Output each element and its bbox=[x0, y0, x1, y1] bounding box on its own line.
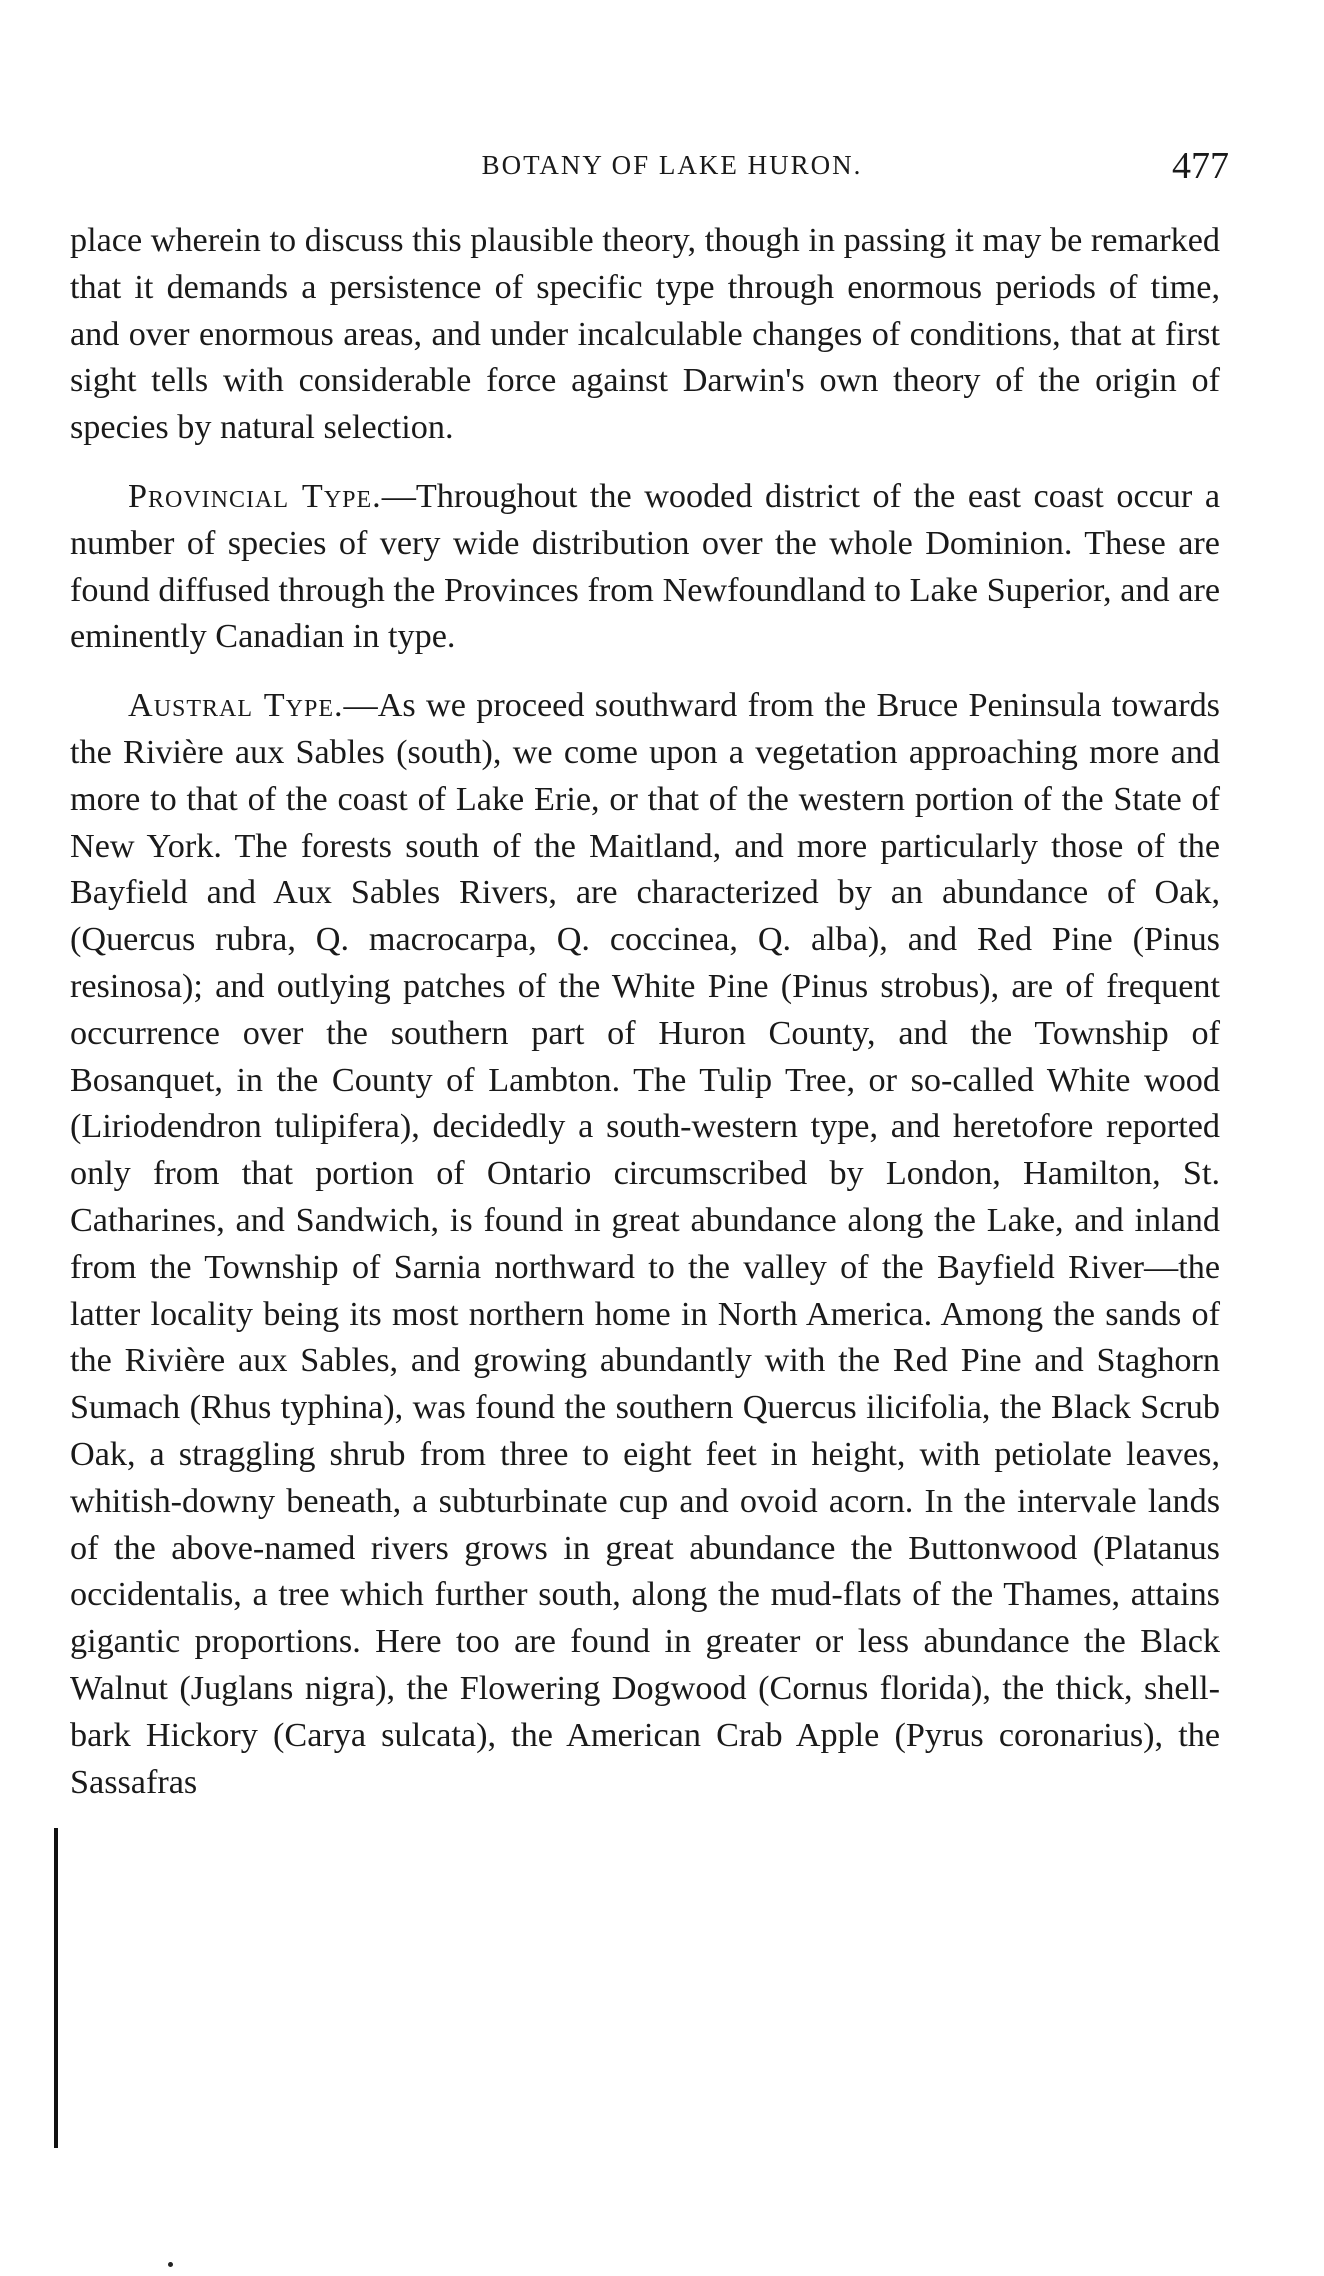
page-header bbox=[0, 145, 1324, 200]
text-body bbox=[70, 218, 1220, 1828]
margin-rule bbox=[54, 1828, 58, 2148]
paragraph-text: —Throughout the wooded district of the east coast occur a number of species of very wide distribution over the whole Dominion. These are found diffused through the Provinces from Newfoundland to Lake Superior, and are eminently Canadian in type. bbox=[70, 477, 1220, 656]
paragraph-text: —As we proceed southward from the Bruce Peninsula towards the Rivière aux Sables (south), we come upon a vegetation approaching more and more to that of the coast of Lake Erie, or that of the western portion of the State of New York. The forests south of the Maitland, and more particularly those of the Bayfield and Aux Sables Rivers, are characterized by an abundance of Oak, (Quercus rubra, Q. macrocarpa, Q. coccinea, Q. alba), and Red Pine (Pinus resinosa); and outlying patches of the White Pine (Pinus strobus), are of frequent occurrence over the southern part of Huron County, and the Township of Bosanquet, in the County of Lambton. The Tulip Tree, or so-called White wood (Liriodendron tulipifera), decidedly a south-western type, and heretofore reported only from that portion of Ontario circumscribed by London, Hamilton, St. Catharines, and Sandwich, is found in great abundance along the Lake, and inland from the Township of Sarnia northward to the valley of the Bayfield River—the latter locality being its most northern home in North America. Among the sands of the Rivière aux Sables, and growing abundantly with the Red Pine and Staghorn Sumach (Rhus typhina), was found the southern Quercus ilicifolia, the Black Scrub Oak, a straggling shrub from three to eight feet in height, with petiolate leaves, whitish-downy beneath, a subturbinate cup and ovoid acorn. In the intervale lands of the above-named rivers grows in great abundance the Buttonwood (Platanus occidentalis, a tree which further south, along the mud-flats of the Thames, attains gigantic proportions. Here too are found in greater or less abundance the Black Walnut (Juglans nigra), the Flowering Dogwood (Cornus florida), the thick, shell-bark Hickory (Carya sulcata), the American Crab Apple (Pyrus coronarius), the Sassafras bbox=[70, 687, 1220, 1801]
page-number: 477 bbox=[1172, 145, 1229, 187]
paragraph-austral-type bbox=[70, 683, 1220, 1806]
paragraph-provincial-type bbox=[70, 474, 1220, 661]
running-title: BOTANY OF LAKE HURON. bbox=[481, 150, 863, 180]
stray-ink-mark bbox=[168, 2262, 173, 2267]
paragraph-continued bbox=[70, 218, 1220, 452]
paragraph-text: place wherein to discuss this plausible theory, though in passing it may be remarked that it demands a persistence of specific type through enormous periods of time, and over enormous areas, and under incalculable changes of conditions, that at first sight tells with considerable force against Darwin's own theory of the origin of species by natural selection. bbox=[70, 222, 1220, 447]
section-lead: Provincial Type. bbox=[128, 477, 382, 515]
section-lead: Austral Type. bbox=[128, 687, 344, 725]
